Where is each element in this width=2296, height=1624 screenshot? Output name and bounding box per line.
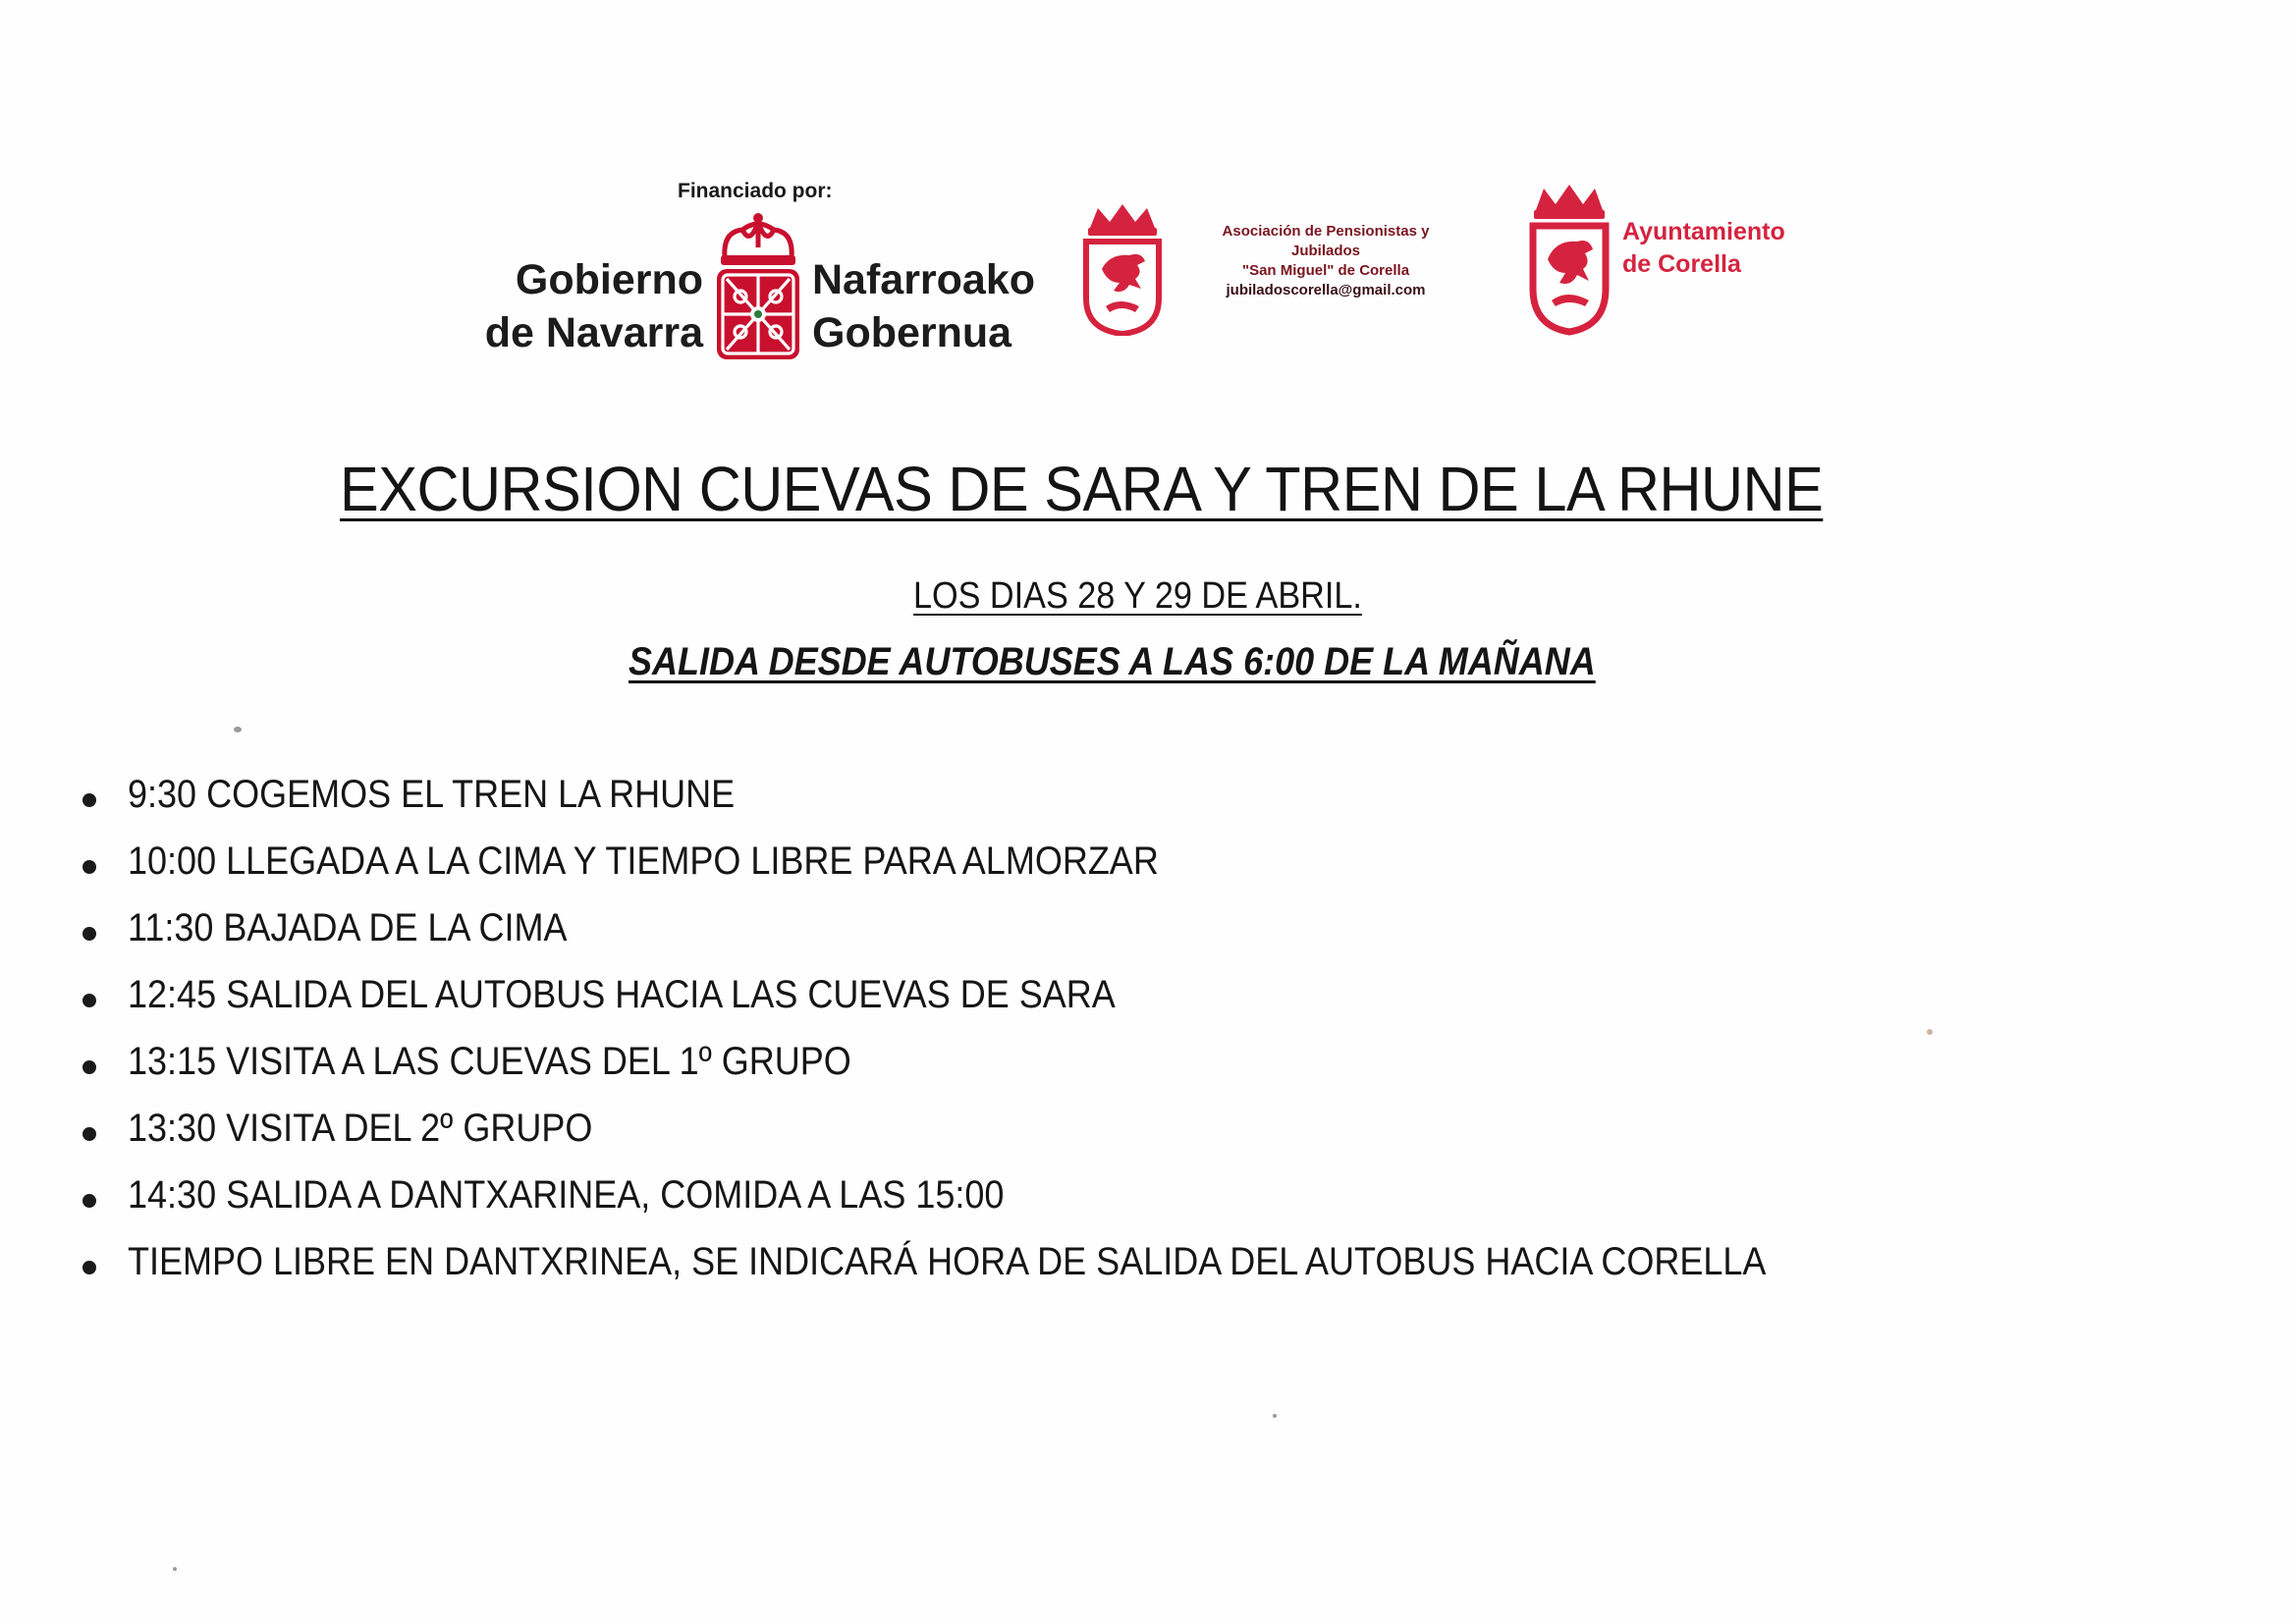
departure-notice: SALIDA DESDE AUTOBUSES A LAS 6:00 DE LA MAÑANA (629, 640, 1596, 683)
ayuntamiento-de-corella-wordmark: Ayuntamiento de Corella (1622, 218, 1785, 278)
association-info (1208, 222, 1444, 300)
scan-speck (234, 727, 242, 732)
association-email: jubiladoscorella@gmail.com (1226, 282, 1426, 298)
association-name-line1: Asociación de Pensionistas y (1222, 223, 1430, 240)
corella-shield-icon (1528, 179, 1611, 336)
itinerary-list (77, 772, 1948, 1306)
list-item: 13:30 VISITA DEL 2º GRUPO (77, 1106, 1948, 1172)
gobierno-de-navarra-wordmark: Gobierno de Navarra (484, 256, 703, 356)
navarra-coat-of-arms-icon (713, 212, 803, 361)
list-item: 13:15 VISITA A LAS CUEVAS DEL 1º GRUPO (77, 1039, 1948, 1106)
financed-by-label: Financiado por: (678, 180, 833, 202)
list-item: 9:30 COGEMOS EL TREN LA RHUNE (77, 772, 1948, 839)
scan-speck (1927, 1029, 1933, 1035)
corella-shield-icon (1080, 200, 1165, 336)
scan-speck (173, 1567, 177, 1571)
list-item: 14:30 SALIDA A DANTXARINEA, COMIDA A LAS 15:00 (77, 1172, 1948, 1239)
list-item: TIEMPO LIBRE EN DANTXRINEA, SE INDICARÁ HORA DE SALIDA DEL AUTOBUS HACIA CORELLA (77, 1239, 1948, 1306)
association-name-line3: "San Miguel" de Corella (1241, 262, 1410, 279)
scan-speck (1273, 1414, 1277, 1418)
excursion-dates: LOS DIAS 28 Y 29 DE ABRIL. (913, 575, 1362, 617)
list-item: 10:00 LLEGADA A LA CIMA Y TIEMPO LIBRE PARA ALMORZAR (77, 839, 1948, 905)
association-name-line2: Jubilados (1290, 243, 1360, 259)
list-item: 11:30 BAJADA DE LA CIMA (77, 905, 1948, 972)
list-item: 12:45 SALIDA DEL AUTOBUS HACIA LAS CUEVAS DE SARA (77, 972, 1948, 1039)
nafarroako-gobernua-wordmark: Nafarroako Gobernua (812, 256, 1036, 356)
excursion-title: EXCURSION CUEVAS DE SARA Y TREN DE LA RHUNE (340, 454, 1824, 524)
